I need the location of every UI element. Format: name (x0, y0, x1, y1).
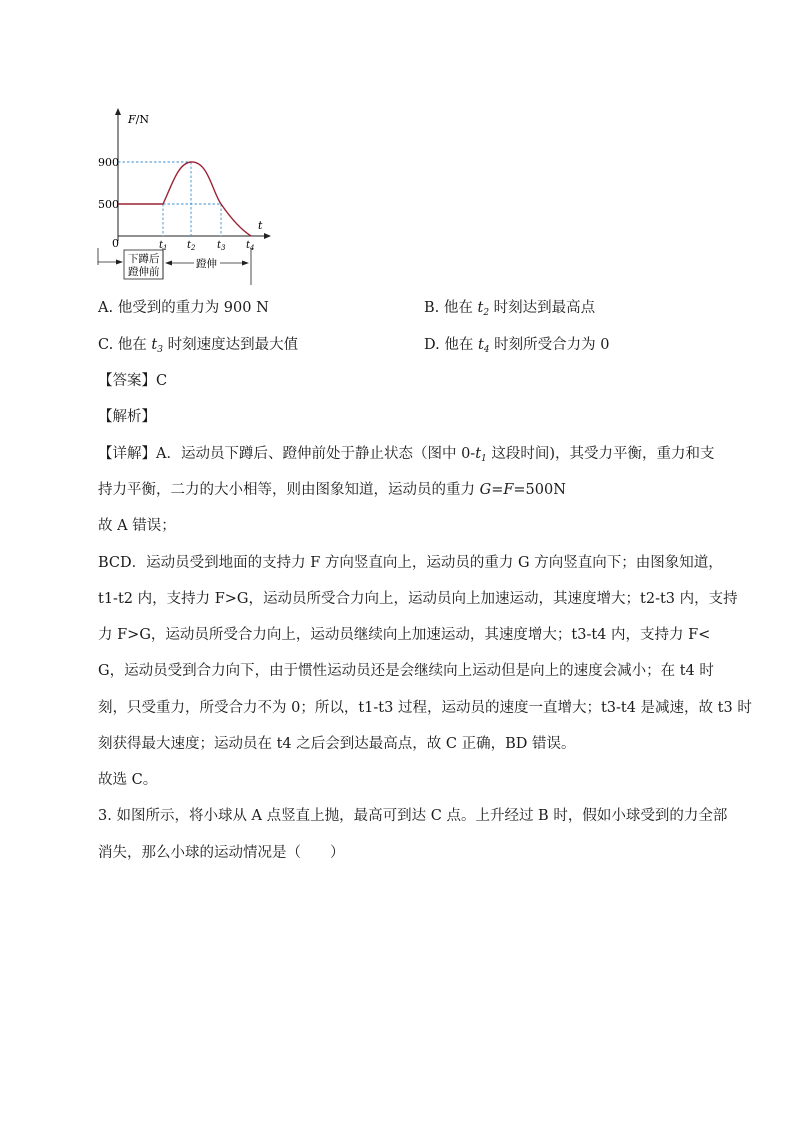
phase1-label-line1: 下蹲后 (128, 253, 160, 265)
phase1-label-line2: 蹬伸前 (128, 266, 160, 278)
origin-label: 0 (112, 237, 119, 250)
x-tick-t3: $t_3$ (217, 240, 226, 252)
analysis-heading: 【解析】 (98, 409, 156, 425)
analysis-line-4: BCD．运动员受到地面的支持力 F 方向竖直向上，运动员的重力 G 方向竖直向下；由图象知道， (98, 555, 723, 571)
option-d: D. 他在 $t_4$ 时刻所受合力为 0 (424, 337, 610, 355)
analysis-line-8: 刻，只受重力，所受合力不为 0；所以，t1-t3 过程，运动员的速度一直增大；t3-t4 是减速，故 t3 时 (98, 700, 752, 716)
analysis-line-3: 故 A 错误； (98, 518, 176, 534)
option-a: A. 他受到的重力为 900 N (98, 300, 269, 316)
y-axis-label: F/N (128, 113, 149, 126)
phase2-arrowhead-left (165, 261, 172, 266)
analysis-line-1: 【详解】A．运动员下蹲后、蹬伸前处于静止状态（图中 $0-t_1$ 这段时间)，其受力平衡，重力和支 (98, 446, 715, 464)
analysis-line-7: G，运动员受到合力向下，由于惯性运动员还是会继续向上运动但是向上的速度会减小；在 t4 时 (98, 663, 714, 679)
x-tick-t4: $t_4$ (246, 240, 255, 252)
x-tick-t2: $t_2$ (187, 240, 196, 252)
x-axis-arrow (264, 233, 271, 239)
question3-line-2: 消失，那么小球的运动情况是（ ） (98, 845, 345, 861)
phase1-arrowhead (116, 260, 123, 265)
analysis-line-6: 力 F>G，运动员所受合力向上，运动员继续向上加速运动，其速度增大；t3-t4 内，支持力 F< (98, 627, 711, 643)
analysis-line-2: 持力平衡，二力的大小相等，则由图象知道，运动员的重力 G=F=500N (98, 482, 566, 498)
x-axis-label: t (258, 219, 263, 232)
question3-line-1: 3. 如图所示，将小球从 A 点竖直上抛，最高可到达 C 点。上升经过 B 时，假如小球受到的力全部 (98, 808, 728, 824)
answer: 【答案】C (98, 373, 168, 389)
analysis-line-10: 故选 C。 (98, 772, 158, 788)
guide-lines (118, 162, 221, 236)
force-curve (118, 162, 251, 236)
option-c: C. 他在 $t_3$ 时刻速度达到最大值 (98, 337, 299, 355)
option-b: B. 他在 $t_2$ 时刻达到最高点 (424, 300, 596, 318)
y-axis-arrow (115, 108, 121, 115)
phase2-label: 蹬伸 (196, 258, 217, 270)
x-tick-t1: $t_1$ (159, 240, 168, 252)
force-time-graph (90, 105, 290, 290)
analysis-line-5: t1-t2 内，支持力 F>G，运动员所受合力向上，运动员向上加速运动，其速度增大；t2-t3 内，支持 (98, 591, 738, 607)
phase2-arrowhead-right (242, 261, 249, 266)
analysis-line-9: 刻获得最大速度；运动员在 t4 之后会到达最高点，故 C 正确，BD 错误。 (98, 736, 576, 752)
y-tick-900: 900 (98, 156, 119, 169)
y-tick-500: 500 (98, 198, 119, 211)
